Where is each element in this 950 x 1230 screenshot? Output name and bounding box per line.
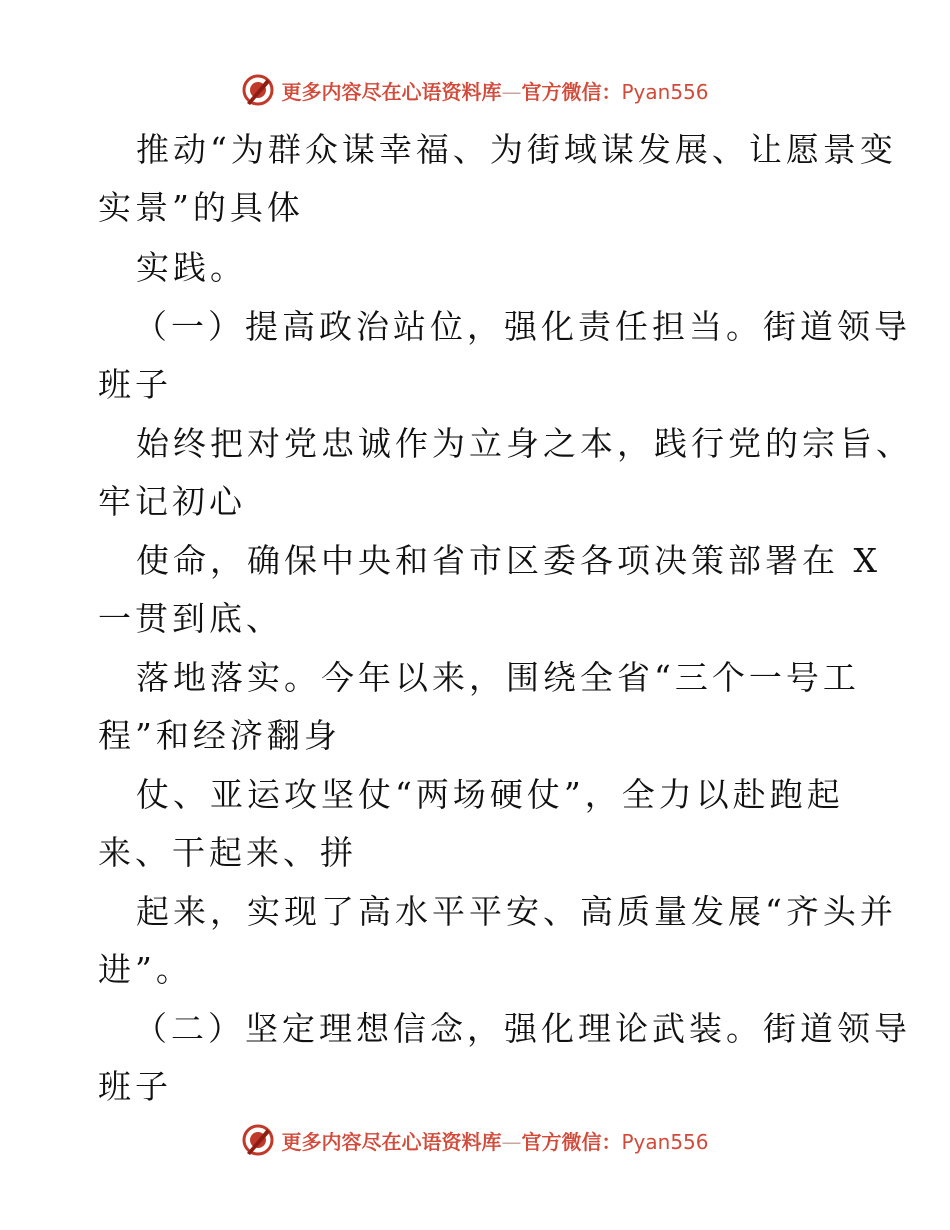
body-line-13: 来、干起来、拼 — [98, 833, 357, 872]
body-line-17: 班子 — [98, 1067, 172, 1106]
body-line-2: 实景”的具体 — [98, 188, 304, 227]
footer-banner-id: Pyan556 — [621, 1129, 709, 1154]
body-line-14: 起来，实现了高水平平安、高质量发展“齐头并 — [136, 892, 897, 931]
body-line-6: 始终把对党忠诚作为立身之本，践行党的宗旨、 — [136, 424, 913, 463]
footer-banner-main: 更多内容尽在心语资料库 — [281, 1129, 502, 1154]
header-banner-official: 官方微信： — [521, 79, 622, 104]
body-line-7: 牢记初心 — [98, 482, 246, 521]
body-line-4: （一）提高政治站位，强化责任担当。街道领导 — [134, 307, 911, 346]
footer-banner-text — [281, 1126, 708, 1155]
footer-banner — [0, 1120, 950, 1160]
body-line-8: 使命，确保中央和省市区委各项决策部署在 X — [136, 541, 881, 580]
footer-banner-sep: — — [501, 1129, 522, 1154]
header-banner-sep: — — [501, 79, 522, 104]
body-line-11: 程”和经济翻身 — [98, 716, 341, 755]
quill-seal-icon — [241, 73, 275, 107]
body-line-15: 进”。 — [98, 950, 193, 989]
body-line-16: （二）坚定理想信念，强化理论武装。街道领导 — [134, 1009, 911, 1048]
body-line-3: 实践。 — [136, 248, 247, 287]
quill-seal-icon — [241, 1123, 275, 1157]
footer-banner-official: 官方微信： — [521, 1129, 622, 1154]
header-banner-main: 更多内容尽在心语资料库 — [281, 79, 502, 104]
header-banner-text — [281, 76, 708, 105]
body-line-12: 仗、亚运攻坚仗“两场硬仗”，全力以赴跑起 — [136, 775, 844, 814]
body-line-1: 推动“为群众谋幸福、为街域谋发展、让愿景变 — [136, 130, 897, 169]
body-line-9: 一贯到底、 — [98, 599, 283, 638]
header-banner — [0, 70, 950, 110]
body-line-5: 班子 — [98, 365, 172, 404]
body-line-10: 落地落实。今年以来，围绕全省“三个一号工 — [136, 658, 860, 697]
header-banner-id: Pyan556 — [621, 79, 709, 104]
